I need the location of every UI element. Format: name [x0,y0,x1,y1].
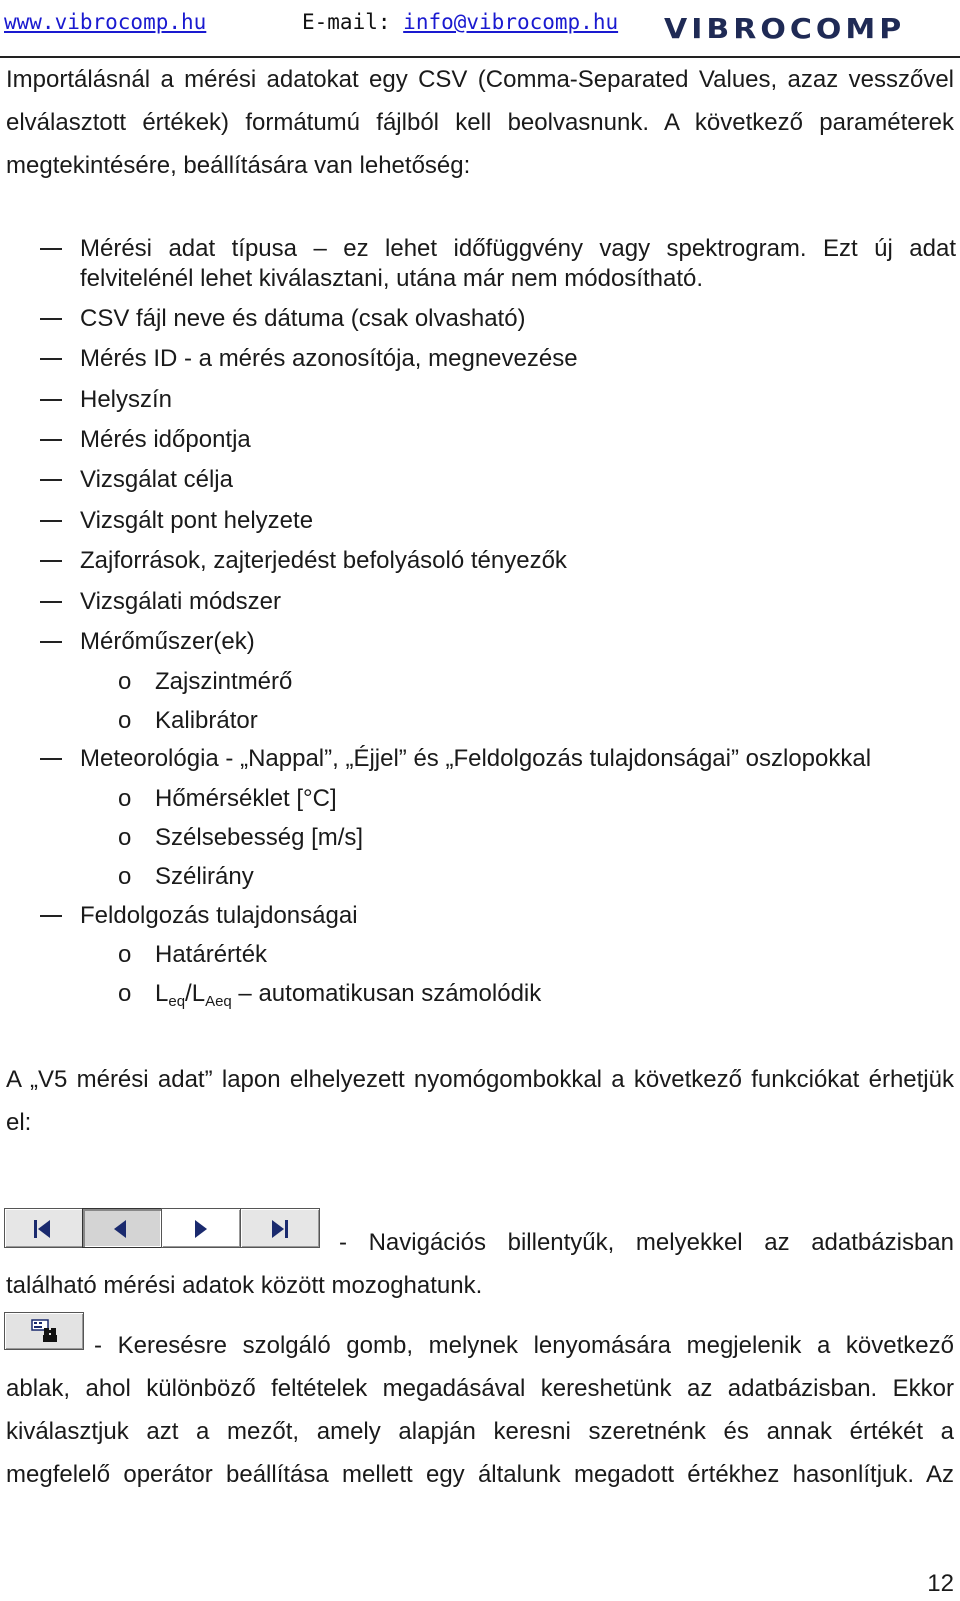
list-item-text: Mérési adat típusa – ez lehet időfüggvény vagy spektrogram. Ezt új adat felvitelénél lehet kiválasztani, utána már nem módosítható. [80,235,956,292]
dash-bullet [40,758,62,760]
dash-bullet [40,358,62,360]
search-desc-line: kiválasztjuk azt a mezőt, amely alapján keresni szeretnénk és annak értékét a [6,1418,954,1445]
leq-l: L [155,980,169,1007]
circle-bullet: o [118,941,132,968]
sub-item-text: Szélirány [155,863,254,890]
dash-bullet [40,560,62,562]
dash-bullet [40,248,62,250]
list-item-text: Vizsgált pont helyzete [80,507,314,534]
circle-bullet: o [118,668,132,695]
sub-item-text: Zajszintmérő [155,668,293,695]
dash-bullet [40,601,62,603]
website-link[interactable]: www.vibrocomp.hu [4,10,207,34]
list-item-text: Mérőműszer(ek) [80,628,255,655]
page-number: 12 [927,1570,954,1597]
dash-bullet [40,479,62,481]
intro-paragraph: Importálásnál a mérési adatokat egy CSV (Comma-Separated Values, azaz vesszővel elválasztott értékek) formátumú fájlból kell beolvasnunk. A következő paraméterek megtekintésére, beállítására van lehetőség: [6,66,954,179]
nav-desc-line: - Navigációs billentyűk, melyekkel az adatbázisban [339,1229,954,1256]
dash-bullet [40,318,62,320]
list-item-text: CSV fájl neve és dátuma (csak olvasható) [80,305,526,332]
search-desc-line: megfelelő operátor beállítása mellett egy általunk megadott értékhez hasonlítjuk. Az [6,1461,954,1488]
search-desc-line: - Keresésre szolgáló gomb, melynek lenyomására megjelenik a következő [94,1332,954,1359]
circle-bullet: o [118,824,132,851]
dash-bullet [40,399,62,401]
dash-bullet [40,915,62,917]
sub-item-text: Szélsebesség [m/s] [155,824,364,851]
list-item-text: Feldolgozás tulajdonságai [80,902,358,929]
list-item-text: Zajforrások, zajterjedést befolyásoló tényezők [80,547,567,574]
circle-bullet: o [118,863,132,890]
search-desc-line: ablak, ahol különböző feltételek megadásával kereshetünk az adatbázisban. Ekkor [6,1375,954,1402]
circle-bullet: o [118,785,132,812]
dash-bullet [40,641,62,643]
list-item-text: Mérés ID - a mérés azonosítója, megnevezése [80,345,578,372]
list-item-text: Vizsgálati módszer [80,588,281,615]
email-block [302,10,618,34]
auto-calc-text: – automatikusan számolódik [231,980,542,1007]
vibrocomp-logo: VIBROCOMP [664,13,906,46]
page-header [0,0,960,60]
circle-bullet: o [118,980,132,1007]
email-label: E-mail: [302,10,391,34]
list-item-text: Vizsgálat célja [80,466,233,493]
dash-bullet [40,439,62,441]
leq-subscript: eq [168,993,186,1010]
list-item-text: Meteorológia - „Nappal”, „Éjjel” és „Feldolgozás tulajdonságai” oszlopokkal [80,745,872,772]
sub-item-text: Kalibrátor [155,707,258,734]
list-item-text: Mérés időpontja [80,426,251,453]
navigation-description [6,1221,954,1307]
sub-item-text [155,979,541,1017]
sub-item-text: Határérték [155,941,268,968]
list-item-text: Helyszín [80,386,173,413]
nav-desc-line: található mérési adatok között mozoghatunk. [6,1272,483,1299]
laeq-l: /L [185,980,206,1007]
buttons-intro-paragraph: A „V5 mérési adat” lapon elhelyezett nyomógombokkal a következő funkciókat érhetjük el: [6,1066,954,1136]
search-description [6,1324,954,1496]
email-link[interactable]: info@vibrocomp.hu [403,10,619,34]
laeq-subscript: Aeq [205,993,232,1010]
dash-bullet [40,520,62,522]
sub-item-text: Hőmérséklet [°C] [155,785,337,812]
circle-bullet: o [118,707,132,734]
